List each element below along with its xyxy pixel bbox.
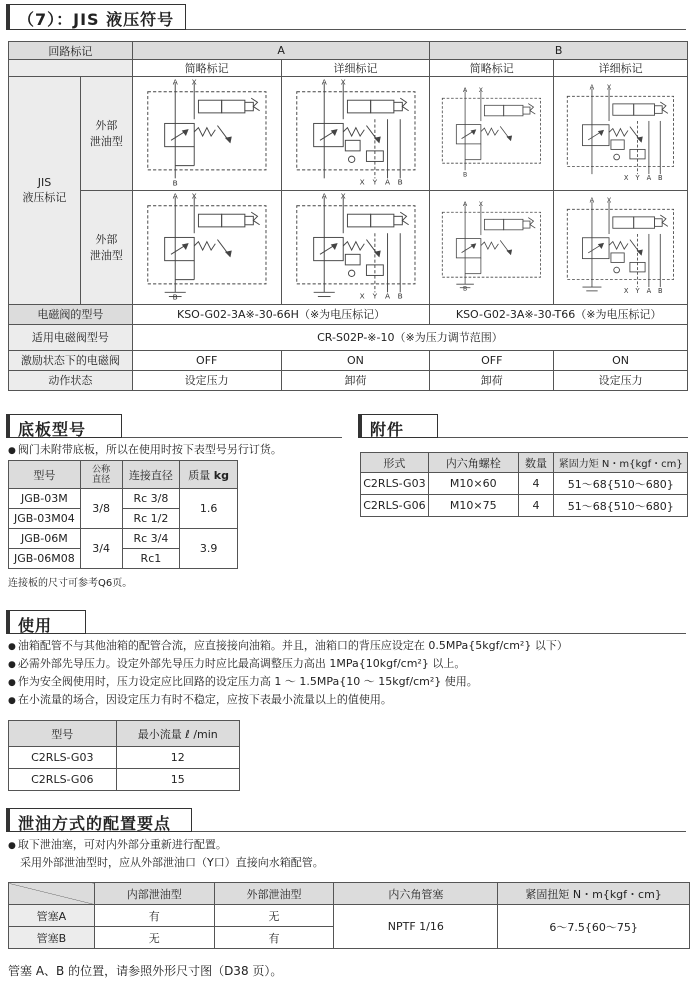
base-nominal: 3/4	[80, 529, 122, 569]
hdr-mass	[180, 461, 238, 489]
section-rule	[86, 633, 686, 634]
use-bullet: ● 必需外部先导压力。设定外部先导压力时应比最高调整压力高出 1MPa{10kgf/cm²} 以上。	[8, 656, 692, 673]
subheader-simple-a: 简略标记	[132, 60, 281, 77]
drain-note: 采用外部泄油型时，应从外部泄油口（Y口）直接向水箱配管。	[20, 856, 324, 869]
row-label-ext2: 外部 泄油型	[80, 190, 132, 304]
action-value: 设定压力	[554, 370, 688, 390]
mass-label: 质量	[188, 468, 211, 482]
acc-cell: 51～68{510～680}	[554, 495, 688, 517]
drain-row-label: 管塞A	[9, 905, 95, 927]
excite-value: ON	[554, 350, 688, 370]
base-conn: Rc1	[122, 549, 180, 569]
hydraulic-symbol-diagram	[554, 83, 687, 182]
port-label: X	[623, 173, 629, 182]
base-note: ● 阀门未附带底板，所以在使用时按下表型号另行订货。	[8, 442, 348, 459]
subheader-simple-b: 简略标记	[430, 60, 554, 77]
port-label: B	[172, 178, 178, 187]
base-conn: Rc 1/2	[122, 509, 180, 529]
port-label: Y	[372, 177, 377, 187]
action-value: 卸荷	[430, 370, 554, 390]
section-title-base: 底板型号	[6, 414, 122, 438]
subheader-detail-b: 详细标记	[554, 60, 688, 77]
symbol-detail-a-1	[281, 77, 430, 191]
section-rule	[186, 29, 686, 30]
port-label: X	[340, 191, 346, 201]
drain-hdr-diag	[9, 883, 95, 905]
port-label: X	[359, 177, 365, 187]
header-blank	[9, 60, 133, 77]
valve-model-b: KSO-G02-3A※-30-T66（※为电压标记）	[430, 304, 688, 324]
base-mass: 1.6	[180, 489, 238, 529]
flow-cell: C2RLS-G06	[9, 769, 117, 791]
drain-plug: NPTF 1/16	[334, 905, 498, 949]
port-label: A	[589, 83, 595, 92]
drain-cell: 无	[214, 905, 334, 927]
excite-value: OFF	[430, 350, 554, 370]
port-label: X	[623, 287, 629, 295]
flow-hdr: 型号	[9, 721, 117, 747]
base-model: JGB-06M	[9, 529, 81, 549]
acc-hdr: 紧固力矩 N・m{kgf・cm}	[554, 453, 688, 473]
symbol-simple-a-2	[132, 190, 281, 304]
drain-hdr: 内六角管塞	[334, 883, 498, 905]
port-label: A	[172, 77, 178, 87]
drain-table	[8, 882, 690, 949]
header-b: B	[430, 42, 688, 60]
port-label: X	[340, 77, 346, 87]
jis-symbol-table	[8, 41, 688, 391]
port-label: Y	[635, 173, 640, 182]
section-rule	[438, 437, 688, 438]
hydraulic-symbol-diagram	[282, 191, 430, 301]
action-label: 动作状态	[9, 370, 133, 390]
hdr-model: 型号	[9, 461, 81, 489]
port-label: X	[191, 77, 197, 87]
port-label: X	[191, 191, 197, 201]
hdr-conn: 连接直径	[122, 461, 180, 489]
base-conn: Rc 3/8	[122, 489, 180, 509]
acc-hdr: 内六角螺栓	[428, 453, 518, 473]
acc-cell: M10×60	[428, 473, 518, 495]
section-title-acc: 附件	[358, 414, 438, 438]
drain-hdr: 内部泄油型	[94, 883, 214, 905]
port-label: B	[658, 173, 663, 182]
subheader-detail-a: 详细标记	[281, 60, 430, 77]
applicable-label: 适用电磁阀型号	[9, 324, 133, 350]
acc-cell: M10×75	[428, 495, 518, 517]
symbol-simple-a-1	[132, 77, 281, 191]
port-label: B	[463, 171, 468, 178]
drain-hdr: 紧固扭矩 N・m{kgf・cm}	[498, 883, 690, 905]
port-label: A	[384, 177, 390, 187]
accessory-table	[360, 452, 688, 517]
row-label-ext1: 外部 泄油型	[80, 77, 132, 191]
drain-row-label: 管塞B	[9, 927, 95, 949]
hydraulic-symbol-diagram	[430, 200, 553, 291]
symbol-simple-b-2	[430, 190, 554, 304]
base-model: JGB-03M	[9, 489, 81, 509]
port-label: A	[321, 191, 327, 201]
applicable-value: CR-S02P-※-10（※为压力调节范围）	[132, 324, 687, 350]
acc-cell: C2RLS-G03	[361, 473, 429, 495]
port-label: Y	[635, 287, 640, 295]
port-label: A	[463, 87, 468, 95]
hydraulic-symbol-diagram	[282, 77, 430, 187]
port-label: A	[172, 191, 178, 201]
section-rule	[122, 437, 342, 438]
excite-value: ON	[281, 350, 430, 370]
port-label: A	[384, 291, 390, 301]
port-label: A	[646, 287, 652, 295]
acc-cell: 51～68{510～680}	[554, 473, 688, 495]
section-rule	[192, 831, 686, 832]
port-label: X	[359, 291, 365, 301]
section-title-use: 使用	[6, 610, 86, 634]
port-label: X	[606, 196, 612, 205]
base-mass: 3.9	[180, 529, 238, 569]
port-label: X	[479, 87, 484, 95]
drain-torque: 6～7.5{60～75}	[498, 905, 690, 949]
symbol-detail-b-1	[554, 77, 688, 191]
use-bullet: ● 油箱配管不与其他油箱的配管合流，应直接接向油箱。并且，油箱口的背压应设定在 0.5MPa{5kgf/cm²} 以下）	[8, 638, 692, 655]
valve-model-a: KSO-G02-3A※-30-66H（※为电压标记）	[132, 304, 430, 324]
port-label: B	[658, 287, 663, 295]
base-nominal: 3/8	[80, 489, 122, 529]
excite-value: OFF	[132, 350, 281, 370]
section-title-drain: 泄油方式的配置要点	[6, 808, 192, 832]
port-label: X	[606, 83, 612, 92]
base-model: JGB-03M04	[9, 509, 81, 529]
acc-cell: 4	[518, 473, 554, 495]
excite-label: 激励状态下的电磁阀	[9, 350, 133, 370]
acc-hdr: 形式	[361, 453, 429, 473]
action-value: 卸荷	[281, 370, 430, 390]
drain-cell: 有	[94, 905, 214, 927]
base-model: JGB-06M08	[9, 549, 81, 569]
min-flow-table	[8, 720, 240, 791]
symbol-detail-a-2	[281, 190, 430, 304]
hydraulic-symbol-diagram	[554, 196, 687, 295]
header-a: A	[132, 42, 430, 60]
use-bullet: ● 作为安全阀使用时，压力设定应比回路的设定压力高 1 ～ 1.5MPa{10 ～ 15kgf/cm²} 使用。	[8, 674, 692, 691]
drain-cell: 有	[214, 927, 334, 949]
hdr-nominal: 公称 直径	[80, 461, 122, 489]
port-label: A	[321, 77, 327, 87]
drain-note: ● 取下泄油塞，可对内外部分重新进行配置。	[8, 837, 688, 854]
port-label: Y	[372, 291, 377, 301]
flow-cell: C2RLS-G03	[9, 747, 117, 769]
mass-unit: kg	[213, 468, 229, 482]
port-label: A	[646, 173, 652, 182]
port-label: B	[172, 292, 178, 301]
drain-footnote: 管塞 A、B 的位置，请参照外形尺寸图（D38 页）。	[8, 964, 283, 978]
symbol-detail-b-2	[554, 190, 688, 304]
acc-hdr: 数量	[518, 453, 554, 473]
acc-cell: C2RLS-G06	[361, 495, 429, 517]
flow-cell: 15	[116, 769, 239, 791]
base-plate-table	[8, 460, 238, 569]
port-label: A	[463, 201, 468, 209]
hydraulic-symbol-diagram	[430, 86, 553, 177]
row-label-jis: JIS 液压标记	[9, 77, 81, 305]
base-footnote: 连接板的尺寸可参考Q6页。	[8, 578, 133, 589]
port-label: B	[397, 291, 403, 301]
symbol-simple-b-1	[430, 77, 554, 191]
port-label: B	[397, 177, 403, 187]
base-conn: Rc 3/4	[122, 529, 180, 549]
flow-cell: 12	[116, 747, 239, 769]
hydraulic-symbol-diagram	[133, 191, 281, 301]
header-circuit-mark: 回路标记	[9, 42, 133, 60]
port-label: X	[479, 201, 484, 209]
port-label: B	[463, 285, 468, 292]
section-title-jis: （7）：JIS 液压符号	[6, 4, 186, 30]
port-label: A	[589, 196, 595, 205]
action-value: 设定压力	[132, 370, 281, 390]
drain-cell: 无	[94, 927, 214, 949]
valve-model-label: 电磁阀的型号	[9, 304, 133, 324]
flow-hdr: 最小流量 ℓ /min	[116, 721, 239, 747]
hydraulic-symbol-diagram	[133, 77, 281, 187]
drain-hdr: 外部泄油型	[214, 883, 334, 905]
acc-cell: 4	[518, 495, 554, 517]
use-bullet: ● 在小流量的场合，因设定压力有时不稳定，应按下表最小流量以上的值使用。	[8, 692, 692, 709]
